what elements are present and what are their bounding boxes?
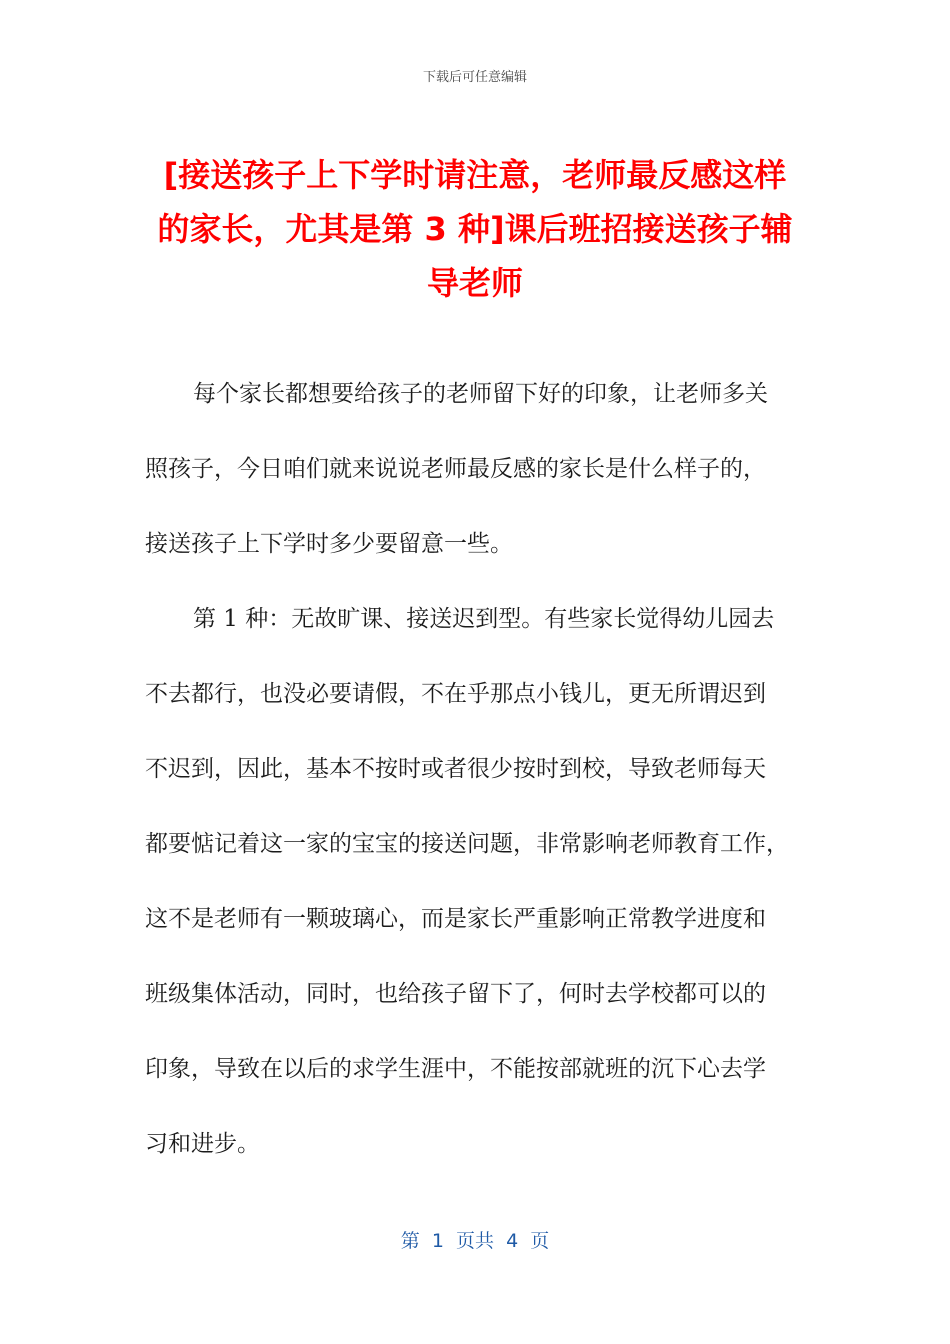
paragraph-line: 都要惦记着这一家的宝宝的接送问题，非常影响老师教育工作，: [145, 831, 789, 857]
paragraph-line: 不迟到，因此，基本不按时或者很少按时到校，导致老师每天: [145, 756, 766, 782]
title-line: [接送孩子上下学时请注意，老师最反感这样: [163, 156, 787, 194]
paragraph-line: 印象，导致在以后的求学生涯中，不能按部就班的沉下心去学: [145, 1056, 766, 1082]
page-number: 第 1 页共 4 页: [400, 1230, 550, 1252]
document-title: [138, 148, 812, 310]
paragraph-line: 每个家长都想要给孩子的老师留下好的印象，让老师多关: [193, 381, 768, 407]
paragraph-line: 班级集体活动，同时，也给孩子留下了，何时去学校都可以的: [145, 981, 766, 1007]
paragraph-line: 接送孩子上下学时多少要留意一些。: [145, 531, 513, 557]
paragraph-line: 照孩子，今日咱们就来说说老师最反感的家长是什么样子的，: [145, 456, 766, 482]
paragraph-line: 第 1 种：无故旷课、接送迟到型。有些家长觉得幼儿园去: [193, 606, 775, 632]
paragraph-line: 习和进步。: [145, 1131, 260, 1157]
title-line: 的家长，尤其是第 3 种]课后班招接送孩子辅: [157, 210, 793, 248]
paragraph-line: 不去都行，也没必要请假，不在乎那点小钱儿，更无所谓迟到: [145, 681, 766, 707]
document-body: [145, 370, 825, 1195]
title-line: 导老师: [426, 264, 523, 302]
header-note: 下载后可任意编辑: [422, 70, 527, 85]
paragraph-line: 这不是老师有一颗玻璃心，而是家长严重影响正常教学进度和: [145, 906, 766, 932]
